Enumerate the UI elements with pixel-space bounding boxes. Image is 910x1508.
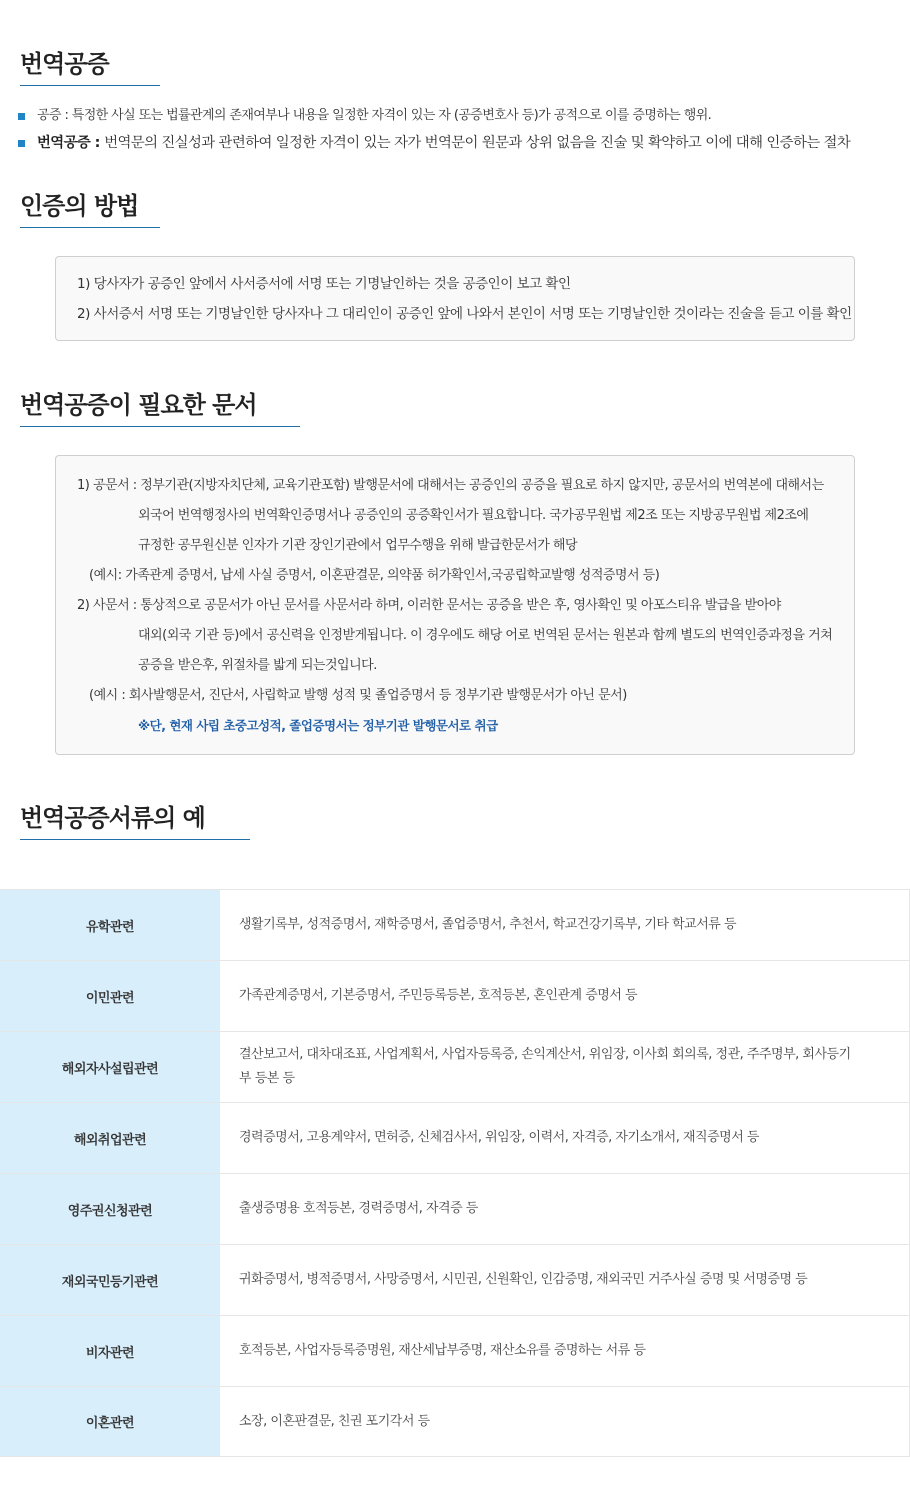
section-title-document-examples: 번역공증서류의 예 — [20, 798, 250, 840]
items-cell: 소장, 이혼판결문, 친권 포기각서 등 — [220, 1387, 910, 1457]
section-title-required-documents: 번역공증이 필요한 문서 — [20, 385, 300, 427]
required-documents-box — [55, 455, 855, 755]
square-bullet-icon — [18, 140, 25, 147]
category-cell: 재외국민등기관련 — [0, 1245, 220, 1316]
document-line: 대외(외국 기관 등)에서 공신력을 인정받게됩니다. 이 경우에도 해당 어로 번역된 문서는 원본과 함께 별도의 번역인증과정을 거쳐 — [138, 628, 833, 643]
definition-item-translation-notary — [18, 128, 908, 158]
definition-text: 특정한 사실 또는 법률관계의 존재여부나 내용을 일정한 자격이 있는 자 (공증변호사 등)가 공적으로 이를 증명하는 행위. — [71, 108, 712, 123]
definition-label: 공증 : — [37, 108, 72, 123]
table-row — [0, 1032, 910, 1103]
example-line: (예시 : 회사발행문서, 진단서, 사립학교 발행 성적 및 졸업증명서 등 정부기관 발행문서가 아닌 문서) — [89, 688, 627, 703]
document-line: 1) 공문서 : 정부기관(지방자치단체, 교육기관포함) 발행문서에 대해서는 공증인의 공증을 필요로 하지 않지만, 공문서의 번역본에 대해서는 — [77, 478, 824, 493]
example-line: (예시: 가족관계 증명서, 납세 사실 증명서, 이혼판결문, 의약품 허가확인서,국공립학교발행 성적증명서 등) — [89, 568, 660, 583]
certification-method-box — [55, 256, 855, 341]
table-row — [0, 961, 910, 1032]
note-line: ※단, 현재 사립 초중고성적, 졸업증명서는 정부기관 발행문서로 취급 — [138, 718, 498, 733]
table-row — [0, 1103, 910, 1174]
category-cell: 해외자사설립관련 — [0, 1032, 220, 1103]
items-cell: 가족관계증명서, 기본증명서, 주민등록등본, 호적등본, 혼인관계 증명서 등 — [220, 961, 910, 1032]
items-cell: 결산보고서, 대차대조표, 사업계획서, 사업자등록증, 손익계산서, 위임장, 이사회 회의록, 정관, 주주명부, 회사등기부 등본 등 — [220, 1032, 910, 1103]
definition-label: 번역공증 : — [37, 135, 105, 151]
items-cell: 경력증명서, 고용계약서, 면허증, 신체검사서, 위임장, 이력서, 자격증, 자기소개서, 재직증명서 등 — [220, 1103, 910, 1174]
square-bullet-icon — [18, 113, 25, 120]
method-line: 1) 당사자가 공증인 앞에서 사서증서에 서명 또는 기명날인하는 것을 공증인이 보고 확인 — [77, 276, 571, 292]
category-cell: 비자관련 — [0, 1316, 220, 1387]
table-row — [0, 890, 910, 961]
section-title-certification-method: 인증의 방법 — [20, 186, 160, 228]
category-cell: 이혼관련 — [0, 1387, 220, 1457]
items-cell: 생활기록부, 성적증명서, 재학증명서, 졸업증명서, 추천서, 학교건강기록부, 기타 학교서류 등 — [220, 890, 910, 961]
items-cell: 귀화증명서, 병적증명서, 사망증명서, 시민권, 신원확인, 인감증명, 재외국민 거주사실 증명 및 서명증명 등 — [220, 1245, 910, 1316]
document-line: 규정한 공무원신분 인자가 기관 장인기관에서 업무수행을 위해 발급한문서가 해당 — [138, 538, 578, 553]
items-cell: 출생증명용 호적등본, 경력증명서, 자격증 등 — [220, 1174, 910, 1245]
document-line: 2) 사문서 : 통상적으로 공문서가 아닌 문서를 사문서라 하며, 이러한 문서는 공증을 받은 후, 영사확인 및 아포스티유 발급을 받아야 — [77, 598, 781, 613]
items-cell: 호적등본, 사업자등록증명원, 재산세납부증명, 재산소유를 증명하는 서류 등 — [220, 1316, 910, 1387]
table-row — [0, 1245, 910, 1316]
document-line: 외국어 번역행정사의 번역확인증명서나 공증인의 공증확인서가 필요합니다. 국가공무원법 제2조 또는 지방공무원법 제2조에 — [138, 508, 809, 523]
definition-list — [18, 104, 908, 158]
category-cell: 해외취업관련 — [0, 1103, 220, 1174]
definition-text: 번역문의 진실성과 관련하여 일정한 자격이 있는 자가 번역문이 원문과 상위 없음을 진술 및 확약하고 이에 대해 인증하는 절차 — [104, 135, 851, 151]
definition-item-notary — [18, 104, 908, 128]
section-title-notarization: 번역공증 — [20, 44, 160, 86]
document-line: 공증을 받은후, 위절차를 밟게 되는것입니다. — [138, 658, 377, 673]
method-line: 2) 사서증서 서명 또는 기명날인한 당사자나 그 대리인이 공증인 앞에 나와서 본인이 서명 또는 기명날인한 것이라는 진술을 듣고 이를 확인 — [77, 306, 852, 322]
category-cell: 영주권신청관련 — [0, 1174, 220, 1245]
table-row — [0, 1174, 910, 1245]
table-row — [0, 1387, 910, 1457]
table-row — [0, 1316, 910, 1387]
category-cell: 이민관련 — [0, 961, 220, 1032]
category-cell: 유학관련 — [0, 890, 220, 961]
document-examples-table — [0, 889, 910, 1457]
